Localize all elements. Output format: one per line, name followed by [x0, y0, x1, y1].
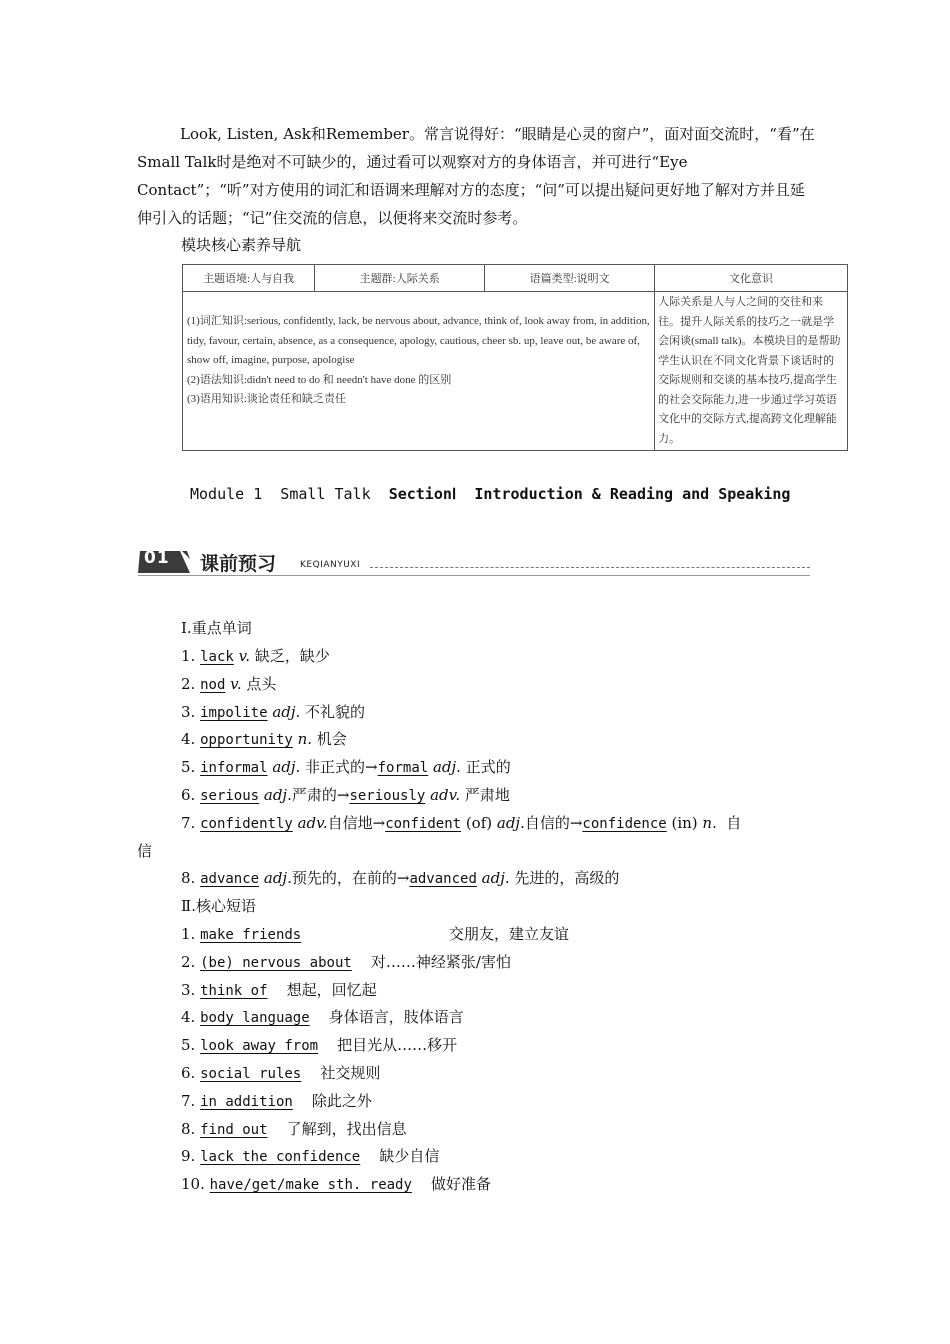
- part-of-speech: adj.: [263, 786, 292, 804]
- word-meaning: 自信地→: [327, 813, 386, 832]
- phrase-item: [181, 1035, 457, 1056]
- part-of-speech: adv.: [297, 813, 328, 832]
- item-number: 2.: [181, 952, 201, 971]
- phrase-item: [181, 1119, 407, 1140]
- pragmatic-knowledge: (3)语用知识:谈论责任和缺乏责任: [187, 393, 346, 405]
- phrase-item: [181, 1091, 372, 1112]
- vocab-word: lack: [200, 649, 234, 665]
- phrase-english: think of: [200, 982, 268, 999]
- phrase-meaning: 做好准备: [411, 1175, 491, 1194]
- vocab-word: confident: [385, 815, 462, 832]
- part-of-speech: adj.: [481, 869, 510, 888]
- item-number: 5.: [181, 758, 201, 777]
- item-number: 8.: [181, 1119, 201, 1138]
- banner-number: 01: [144, 548, 170, 568]
- phrase-english: social rules: [200, 1066, 302, 1082]
- word-meaning: 预先的，在前的→: [291, 869, 410, 888]
- phrase-item: [181, 1146, 439, 1167]
- vocab-word: serious: [200, 788, 260, 804]
- word-item: [181, 702, 365, 723]
- part-of-speech: n.: [297, 730, 313, 749]
- word-item: [181, 813, 741, 834]
- phrase-meaning: 社交规则: [301, 1064, 381, 1082]
- course-title: [190, 485, 790, 503]
- item-number: 3.: [181, 702, 201, 721]
- item-number: 6.: [181, 786, 201, 804]
- phrase-item: [181, 1174, 491, 1195]
- phrase-item: [181, 1063, 380, 1084]
- word-meaning: 严肃地: [460, 786, 510, 804]
- phrase-english: look away from: [200, 1038, 319, 1055]
- phrase-item: [181, 924, 570, 945]
- vocab-word: formal: [377, 760, 429, 777]
- table-header-row: [183, 265, 848, 292]
- phrase-english: find out: [200, 1121, 268, 1138]
- item-number: 1.: [181, 647, 201, 665]
- word-item: [181, 868, 619, 889]
- word-meaning: (of): [461, 813, 497, 832]
- word-item: [181, 757, 511, 778]
- banner-pinyin: KEQIANYUXI: [300, 560, 361, 570]
- banner-underline: [138, 575, 810, 576]
- part-of-speech: v.: [238, 647, 251, 665]
- part-of-speech: adj.: [496, 813, 525, 832]
- phrase-item: [181, 952, 511, 973]
- vocab-word: confidence: [582, 815, 667, 832]
- words-heading: Ⅰ.重点单词: [181, 619, 252, 637]
- word-meaning: 非正式的→: [300, 758, 378, 777]
- part-of-speech: v.: [230, 674, 242, 693]
- phrase-meaning: 缺少自信: [360, 1147, 440, 1166]
- part-of-speech: adj.: [263, 869, 292, 888]
- word-meaning: (in): [666, 813, 703, 832]
- part-of-speech: n.: [702, 813, 717, 832]
- section-title: SectionⅠ Introduction & Reading and Speaking: [388, 485, 791, 503]
- phrase-english: make friends: [200, 927, 302, 943]
- part-of-speech: adv.: [430, 786, 461, 804]
- header-topic-group: 主题群:人际关系: [315, 265, 485, 292]
- header-topic-context: 主题语境:人与自我: [183, 265, 315, 292]
- item-number: 6.: [181, 1064, 201, 1082]
- item-number: 10.: [181, 1175, 210, 1194]
- word-item: [181, 785, 510, 806]
- vocab-word: advanced: [409, 871, 477, 888]
- part-of-speech: adj.: [272, 702, 301, 721]
- word-meaning: 自信的→: [524, 813, 583, 832]
- vocab-word: advance: [200, 871, 260, 888]
- phrase-meaning: 除此之外: [292, 1091, 372, 1110]
- phrase-meaning: 想起，回忆起: [267, 980, 377, 999]
- table-body-row: [183, 292, 848, 451]
- phrase-english: in addition: [200, 1093, 293, 1110]
- item-number: 4.: [181, 730, 201, 749]
- word-meaning: 自: [716, 813, 742, 832]
- header-culture: 文化意识: [655, 265, 848, 292]
- word-meaning: 缺乏，缺少: [250, 647, 330, 665]
- item-number: 9.: [181, 1147, 201, 1166]
- item-number: 5.: [181, 1036, 201, 1055]
- word-item: [181, 674, 276, 695]
- word-meaning: 严肃的→: [291, 786, 350, 804]
- word-item: [137, 841, 152, 861]
- banner-title: 课前预习: [200, 553, 277, 575]
- part-of-speech: adj.: [432, 758, 461, 777]
- item-number: 2.: [181, 674, 201, 693]
- word-meaning: 正式的: [460, 758, 511, 777]
- part-of-speech: adj.: [272, 758, 301, 777]
- phrase-english: lack the confidence: [200, 1149, 361, 1166]
- culture-cell: 人际关系是人与人之间的交往和来往。提升人际关系的技巧之一就是学会闲谈(small talk)。本模块目的是帮助学生认识在不同文化背景下谈话时的交际规则和交谈的基本技巧,提高学生的社会交际能力,进一步通过学习英语文化中的交际方式,提高跨文化理解能力。: [655, 292, 848, 451]
- item-number: 3.: [181, 980, 201, 999]
- knowledge-cell: [183, 292, 655, 451]
- item-number: 4.: [181, 1008, 201, 1027]
- phrase-meaning: 交朋友，建立友谊: [449, 925, 570, 943]
- word-item: [181, 646, 330, 667]
- module-title: Module 1 Small Talk: [190, 485, 371, 503]
- item-number: 1.: [181, 925, 201, 943]
- intro-paragraph: Look, Listen, Ask和Remember。常言说得好：“眼睛是心灵的窗户”，面对面交流时，“看”在Small Talk时是绝对不可缺少的，通过看可以观察对方的身体语言，并可进行“Eye Contact”；“听”对方使用的词汇和语调来理解对方的态度；“问”可以提出疑问更好地了解对方并且延伸引入的话题；“记”住交流的信息，以便将来交流时参考。: [137, 125, 815, 227]
- section-banner: [138, 547, 810, 579]
- phrase-item: [181, 1007, 464, 1028]
- vocab-word: informal: [200, 760, 268, 777]
- vocab-word: impolite: [200, 704, 268, 721]
- grammar-knowledge: (2)语法知识:didn't need to do 和 needn't have done 的区别: [187, 373, 452, 386]
- phrase-meaning: 了解到，找出信息: [267, 1119, 407, 1138]
- phrase-meaning: 把目光从……移开: [318, 1036, 458, 1055]
- vocab-knowledge: (1)词汇知识:serious, confidently, lack, be nervous about, advance, think of, look away from, in addition, tidy, favour, certain, absence, as a consequence, apology, cautious, cheer sb. up, leave out, be aware of, show off, imagine, purpose, apologise: [187, 315, 650, 366]
- vocab-word: confidently: [200, 815, 293, 832]
- core-literacy-table: [182, 264, 848, 451]
- item-number: 7.: [181, 1091, 201, 1110]
- phrases-heading: Ⅱ.核心短语: [181, 897, 256, 915]
- phrase-meaning: 身体语言，肢体语言: [309, 1008, 464, 1027]
- phrase-english: have/get/make sth. ready: [209, 1177, 412, 1194]
- word-meaning: 点头: [241, 674, 277, 693]
- phrase-english: (be) nervous about: [200, 954, 352, 971]
- phrase-meaning: 对……神经紧张/害怕: [351, 952, 511, 971]
- item-number: 8.: [181, 869, 201, 888]
- phrase-item: [181, 980, 377, 1001]
- vocab-word: nod: [200, 676, 226, 693]
- word-meaning: 不礼貌的: [300, 702, 366, 721]
- word-meaning: 机会: [312, 730, 347, 749]
- vocab-word: seriously: [349, 788, 426, 804]
- item-number: 7.: [181, 813, 201, 832]
- phrase-english: body language: [200, 1010, 310, 1027]
- word-item: [181, 729, 347, 750]
- section-subheading: 模块核心素养导航: [181, 236, 302, 254]
- banner-dashed-rule: [370, 567, 810, 568]
- word-meaning: 先进的，高级的: [509, 869, 620, 888]
- word-meaning: 信: [137, 841, 153, 860]
- header-text-type: 语篇类型:说明文: [485, 265, 655, 292]
- vocab-word: opportunity: [200, 732, 293, 749]
